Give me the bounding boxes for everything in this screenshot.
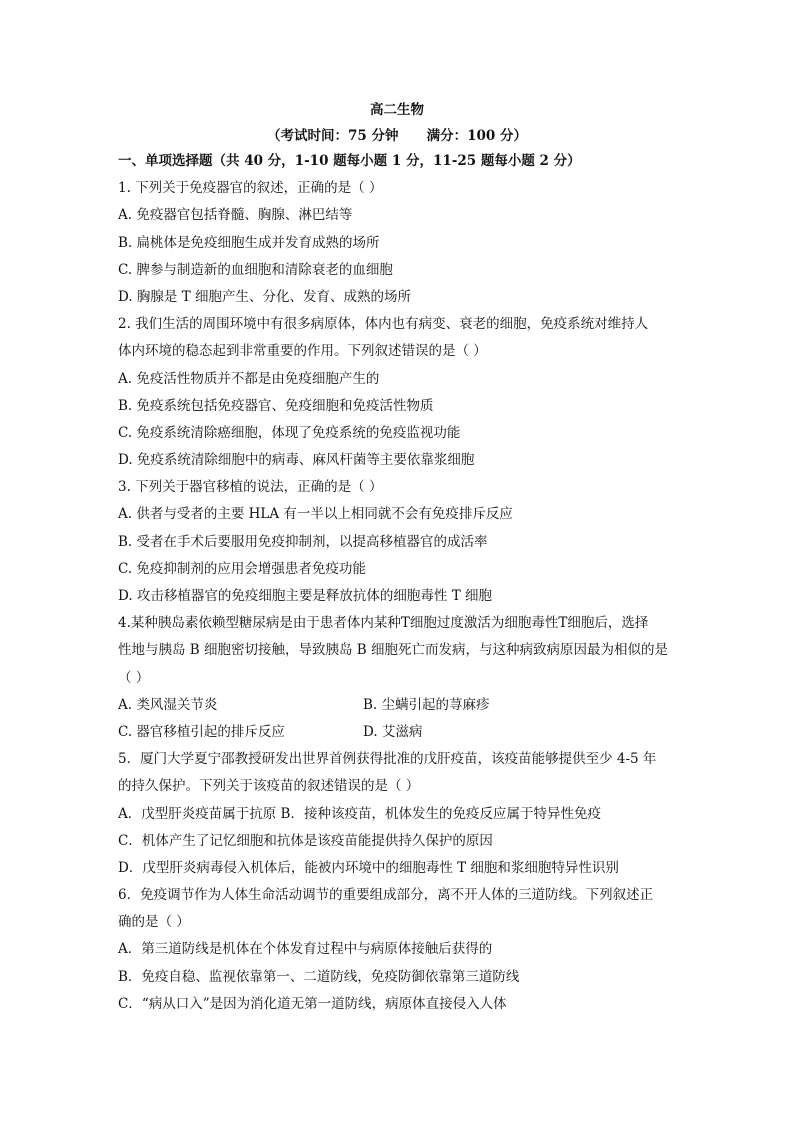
q3-option-a: A. 供者与受者的主要 HLA 有一半以上相同就不会有免疫排斥反应 — [118, 506, 513, 523]
q1-option-c: C. 脾参与制造新的血细胞和清除衰老的血细胞 — [118, 261, 393, 278]
q6-stem-line1: 6．免疫调节作为人体生命活动调节的重要组成部分，离不开人体的三道防线。下列叙述正 — [118, 887, 654, 904]
q4-options-row2 — [118, 719, 678, 746]
q6-stem-line2: 确的是（ ） — [118, 914, 190, 931]
q2-stem-line2: 体内环境的稳态起到非常重要的作用。下列叙述错误的是（ ） — [118, 343, 487, 360]
q1-option-d: D. 胸腺是 T 细胞产生、分化、发育、成熟的场所 — [118, 288, 412, 305]
q4-stem-line3: （ ） — [118, 669, 150, 686]
q5-option-ab: A．戊型肝炎疫苗属于抗原 B．接种该疫苗，机体发生的免疫反应属于特异性免疫 — [118, 805, 601, 822]
q3-option-b: B. 受者在手术后要服用免疫抑制剂，以提高移植器官的成活率 — [118, 533, 488, 550]
q1-option-a: A. 免疫器官包括脊髓、胸腺、淋巴结等 — [118, 207, 353, 224]
q6-option-b: B．免疫自稳、监视依靠第一、二道防线，免疫防御依靠第三道防线 — [118, 968, 520, 985]
q2-option-d: D. 免疫系统清除细胞中的病毒、麻风杆菌等主要依靠浆细胞 — [118, 452, 475, 469]
q2-option-c: C. 免疫系统清除癌细胞，体现了免疫系统的免疫监视功能 — [118, 424, 461, 441]
q4-stem-line2: 性地与胰岛 B 细胞密切接触，导致胰岛 B 细胞死亡而发病，与这种病致病原因最为相似的是 — [118, 642, 669, 659]
q5-option-c: C．机体产生了记忆细胞和抗体是该疫苗能提供持久保护的原因 — [118, 832, 493, 849]
q4-option-d: D. 艾滋病 — [363, 723, 423, 740]
q5-option-d: D．戊型肝炎病毒侵入机体后，能被内环境中的细胞毒性 T 细胞和浆细胞特异性识别 — [118, 859, 619, 876]
q3-stem: 3. 下列关于器官移植的说法，正确的是（ ） — [118, 479, 383, 496]
q4-option-c: C. 器官移植引起的排斥反应 — [118, 723, 285, 740]
section-heading: 一、单项选择题（共 40 分，1-10 题每小题 1 分，11-25 题每小题 2 分） — [118, 153, 581, 169]
q6-option-a: A．第三道防线是机体在个体发育过程中与病原体接触后获得的 — [118, 941, 493, 958]
q4-option-b: B. 尘螨引起的荨麻疹 — [363, 696, 490, 713]
q2-option-b: B. 免疫系统包括免疫器官、免疫细胞和免疫活性物质 — [118, 397, 434, 414]
q2-stem-line1: 2. 我们生活的周围环境中有很多病原体，体内也有病变、衰老的细胞，免疫系统对维持人 — [118, 316, 649, 333]
q6-option-c: C．“病从口入”是因为消化道无第一道防线，病原体直接侵入人体 — [118, 995, 507, 1012]
q5-stem-line2: 的持久保护。下列关于该疫苗的叙述错误的是（ ） — [118, 778, 420, 795]
q3-option-c: C. 免疫抑制剂的应用会增强患者免疫功能 — [118, 560, 366, 577]
exam-info: （考试时间：75 分钟 满分：100 分） — [266, 128, 528, 144]
q2-option-a: A. 免疫活性物质并不都是由免疫细胞产生的 — [118, 370, 380, 387]
q1-option-b: B. 扁桃体是免疫细胞生成并发育成熟的场所 — [118, 234, 380, 251]
q5-stem-line1: 5．厦门大学夏宁邵教授研发出世界首例获得批准的戊肝疫苗，该疫苗能够提供至少 4-5 年 — [118, 751, 657, 768]
q3-option-d: D. 攻击移植器官的免疫细胞主要是释放抗体的细胞毒性 T 细胞 — [118, 588, 493, 604]
q4-options-row1 — [118, 692, 678, 719]
q1-stem: 1. 下列关于免疫器官的叙述，正确的是（ ） — [118, 180, 383, 197]
question-list — [118, 148, 678, 1018]
page-title: 高二生物 — [370, 102, 424, 118]
q4-option-a: A. 类风湿关节炎 — [118, 696, 218, 713]
q4-stem-line1: 4.某种胰岛素依赖型糖尿病是由于患者体内某种T细胞过度激活为细胞毒性T细胞后，选择 — [118, 615, 649, 632]
